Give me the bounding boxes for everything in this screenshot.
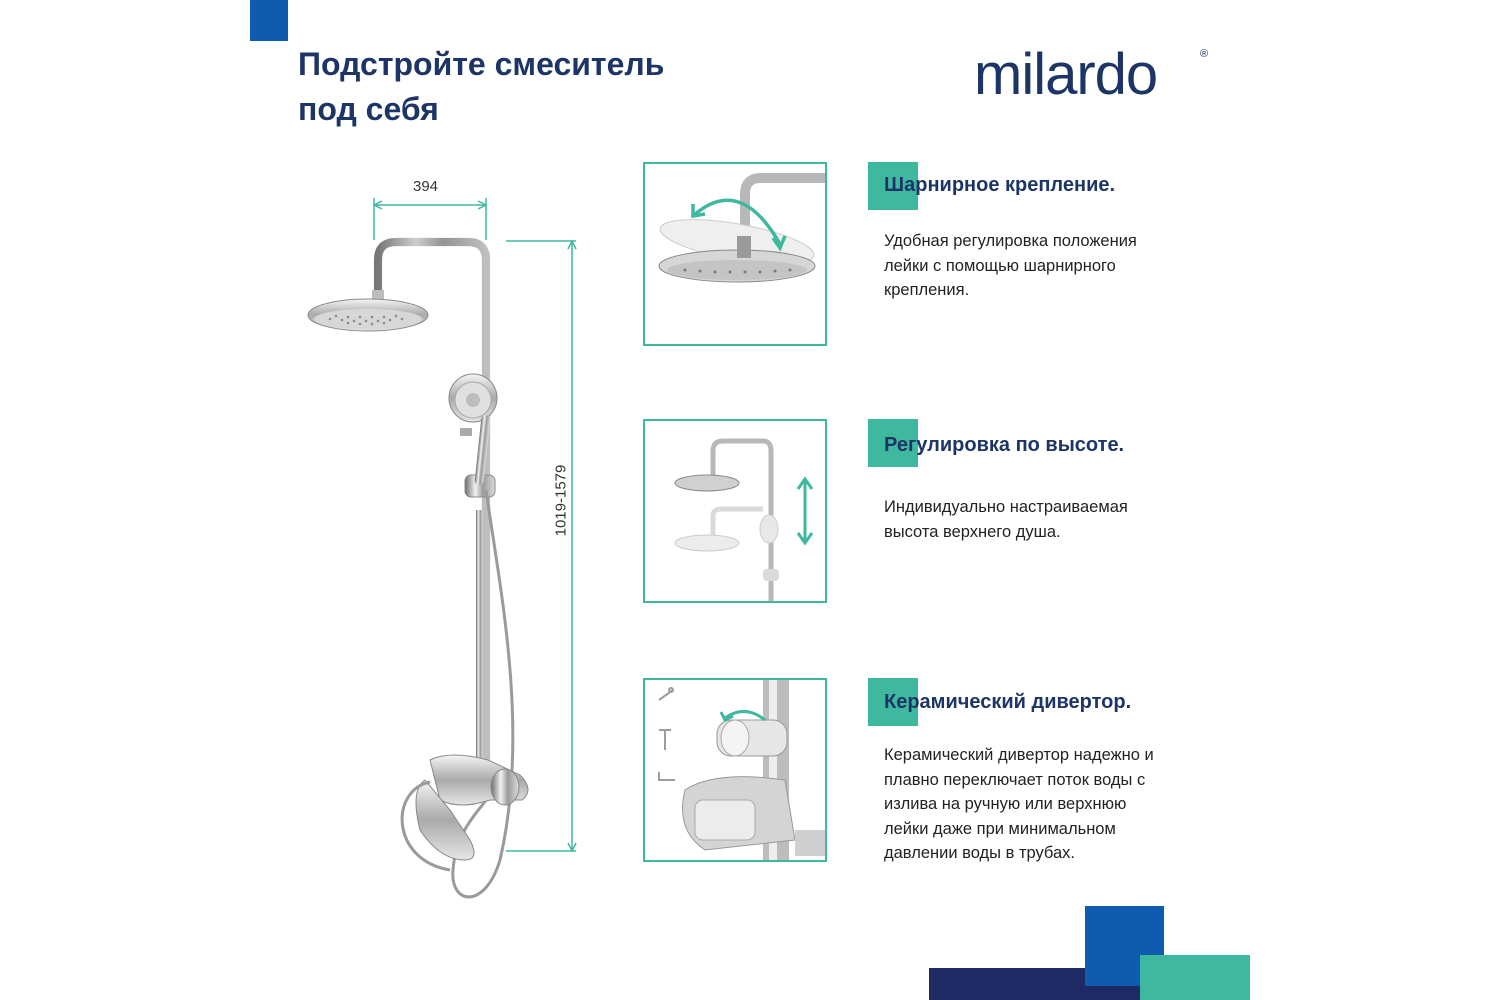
ceramic-diverter-illustration [645, 680, 825, 860]
feature-1-title: Шарнирное крепление. [884, 174, 1116, 196]
page-title-line-2: под себя [298, 91, 439, 127]
feature-1-line: лейки с помощью шарнирного [884, 256, 1116, 275]
swivel-joint-image [643, 162, 827, 346]
page-title [298, 42, 758, 132]
height-dimension-label: 1019-1579 [552, 464, 570, 537]
height-dimension-line [506, 241, 576, 851]
feature-2-title: Регулировка по высоте. [884, 434, 1125, 456]
feature-3-line: Керамический дивертор надежно и [884, 746, 1154, 764]
feature-1-line: крепления. [884, 281, 970, 299]
feature-3-line: лейки даже при минимальном [884, 819, 1116, 838]
feature-2-description [884, 495, 1214, 544]
height-adjust-image [643, 419, 827, 603]
corner-square-decoration [250, 0, 288, 41]
shower-system-diagram [290, 170, 590, 910]
ceramic-diverter-image [643, 678, 827, 862]
height-adjust-illustration [645, 421, 825, 601]
page-title-line-1: Подстройте смеситель [298, 46, 665, 82]
registered-mark: ® [1200, 48, 1209, 60]
brand-logo [970, 40, 1220, 110]
bottom-teal-block [1140, 955, 1250, 1000]
width-dimension-label: 394 [413, 178, 439, 195]
feature-1-line: Удобная регулировка положения [884, 232, 1137, 250]
feature-3-line: плавно переключает поток воды с [884, 770, 1146, 789]
feature-3-title: Керамический дивертор. [884, 691, 1132, 713]
feature-3-description [884, 743, 1214, 866]
swivel-joint-illustration [645, 164, 825, 344]
feature-2-line: Индивидуально настраиваемая [884, 498, 1128, 516]
feature-3-line: излива на ручную или верхнюю [884, 795, 1127, 813]
feature-1-description [884, 229, 1214, 303]
brand-logo-text: milardo [974, 42, 1158, 107]
feature-3-line: давлении воды в трубах. [884, 844, 1076, 862]
width-dimension-line [374, 198, 486, 240]
feature-2-line: высота верхнего душа. [884, 522, 1061, 541]
